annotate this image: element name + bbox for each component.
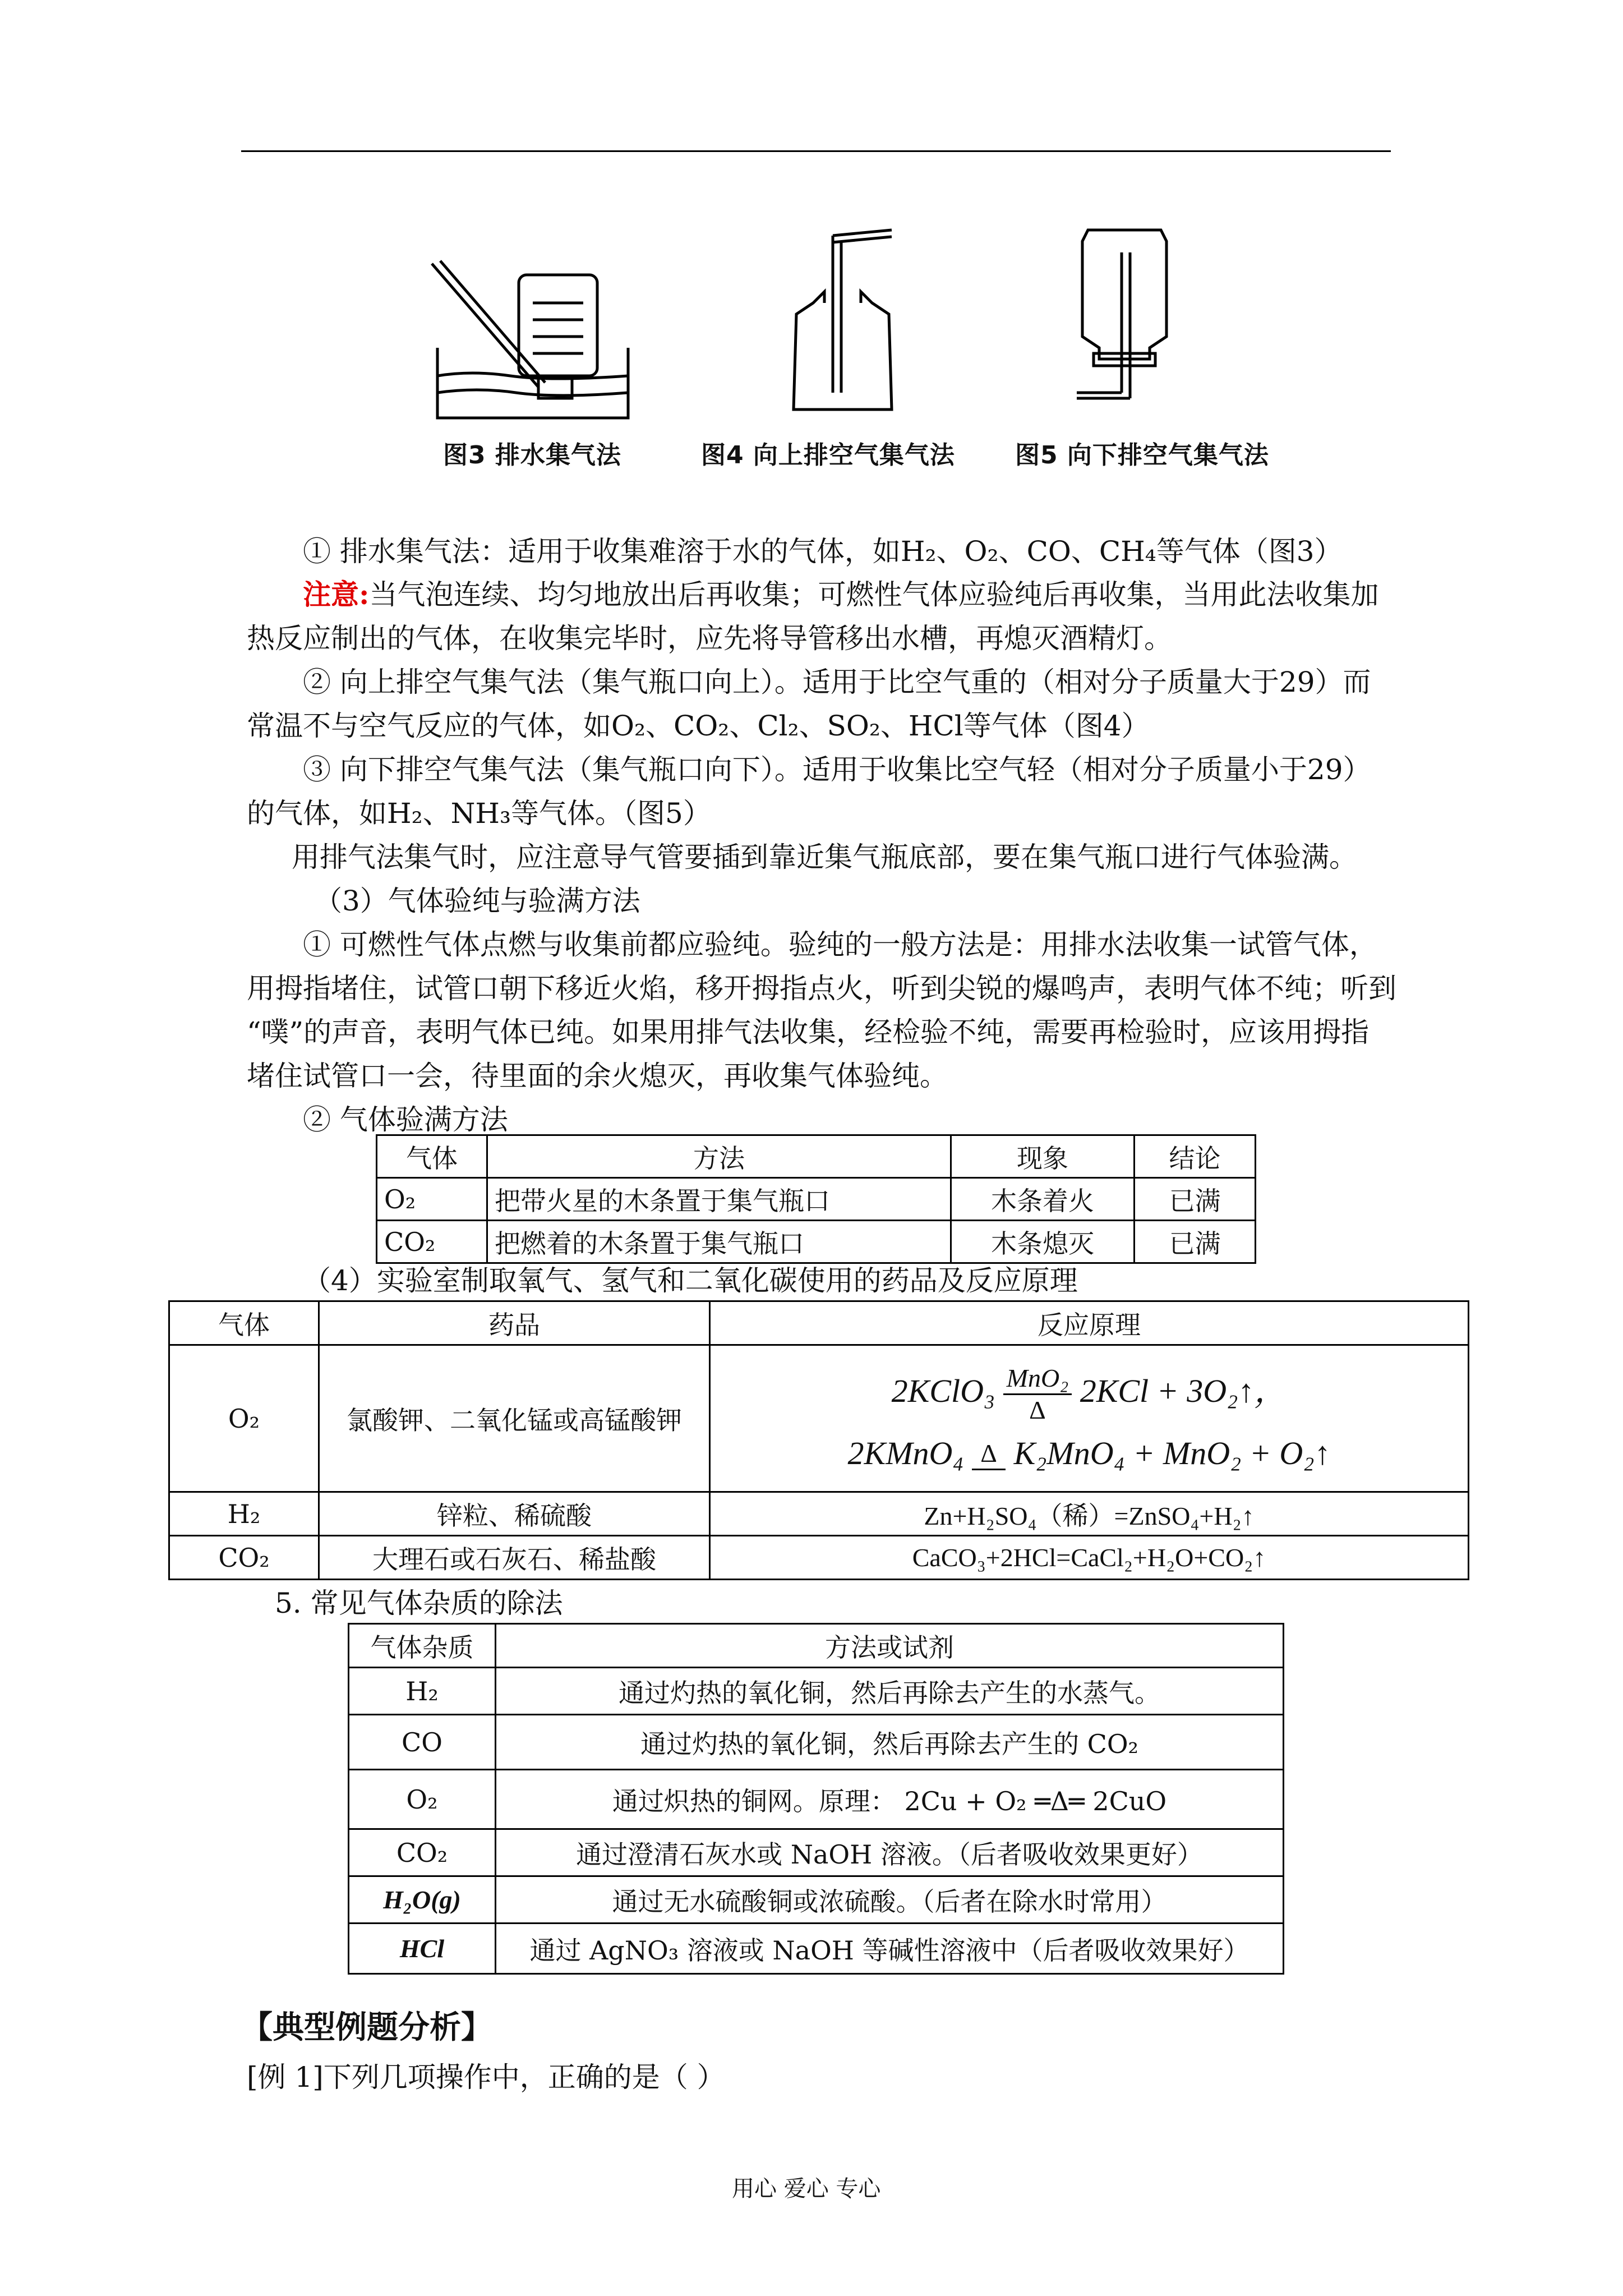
cell: HCl [349,1924,496,1974]
th-gas: 气体 [169,1301,319,1345]
table-row [349,1924,1284,1974]
cell: CO₂ [377,1221,487,1263]
gas-full-check-table [376,1134,1256,1264]
table-row [377,1221,1256,1263]
eq2-heat: Δ [980,1439,997,1468]
lab-preparation-table [168,1300,1469,1580]
cell: H₂ [169,1492,319,1536]
section-3-title: （3）气体验纯与验满方法 [314,885,640,917]
cell: 把带火星的木条置于集气瓶口 [487,1178,951,1221]
para-purity: ① 可燃性气体点燃与收集前都应验纯。验纯的一般方法是：用排水法收集一试管气体， [303,928,1377,961]
cell: H₂ [349,1668,496,1715]
eq1-bar [1003,1393,1072,1395]
fig5-caption: 图5 向下排空气集气法 [1015,441,1269,470]
cell: 木条熄灭 [951,1221,1135,1263]
table-row [169,1492,1469,1536]
eq1-right: 2KCl + 3O₂↑， [1080,1372,1287,1409]
table-row [169,1345,1469,1492]
cell: H₂O(g) [349,1876,496,1924]
th-method: 方法 [487,1135,951,1178]
para-full-check: ② 气体验满方法 [303,1103,508,1136]
cell: O₂ [169,1345,319,1492]
note-label: 注意: [303,578,370,611]
fig5-downward-air-collection-diagram [1066,224,1200,421]
para-water-method: ① 排水集气法：适用于收集难溶于水的气体，如H₂、O₂、CO、CH₄等气体（图3） [303,535,1343,568]
cell: 已满 [1135,1221,1256,1263]
table-row [169,1536,1469,1580]
para-purity-4: 堵住试管口一会，待里面的余火熄灭，再收集气体验纯。 [247,1060,948,1092]
equation-kmno4 [717,1434,1461,1473]
table-row [349,1715,1284,1770]
eq2-left: 2KMnO₄ [847,1435,964,1471]
header-rule [241,150,1391,152]
cell: 大理石或石灰石、稀盐酸 [319,1536,710,1580]
fig3-water-collection-diagram [426,236,639,426]
para-downward-method-2: 的气体，如H₂、NH₃等气体。（图5） [247,797,711,830]
note-text: 当气泡连续、均匀地放出后再收集；可燃性气体应验纯后再收集，当用此法收集加 [369,578,1379,611]
para-air-note: 用排气法集气时，应注意导气管要插到靠近集气瓶底部，要在集气瓶口进行气体验满。 [292,841,1357,873]
cell: O₂ [377,1178,487,1221]
fig4-caption: 图4 向上排空气集气法 [701,441,955,470]
fig3-caption: 图3 排水集气法 [443,441,621,470]
cell: 通过灼热的氧化铜，然后再除去产生的水蒸气。 [496,1668,1284,1715]
table-row [349,1668,1284,1715]
section-4-title: （4）实验室制取氧气、氢气和二氧化碳使用的药品及反应原理 [303,1264,1078,1297]
cell: 木条着火 [951,1178,1135,1221]
section-5-title: 5. 常见气体杂质的除法 [275,1587,563,1619]
para-purity-2: 用拇指堵住，试管口朝下移近火焰，移开拇指点火，听到尖锐的爆鸣声，表明气体不纯；听到 [247,972,1396,1005]
th-conclusion: 结论 [1135,1135,1256,1178]
para-downward-method: ③ 向下排空气集气法（集气瓶口向下）。适用于收集比空气轻（相对分子质量小于29） [303,753,1371,786]
cell: Zn+H₂SO₄（稀）=ZnSO₄+H₂↑ [710,1492,1469,1536]
para-note [303,573,1378,616]
cell: 锌粒、稀硫酸 [319,1492,710,1536]
eq1-left: 2KClO₃ [891,1372,995,1409]
cell: 氯酸钾、二氧化锰或高锰酸钾 [319,1345,710,1492]
cell: 通过澄清石灰水或 NaOH 溶液。（后者吸收效果更好） [496,1829,1284,1876]
th-phenomenon: 现象 [951,1135,1135,1178]
para-upward-method: ② 向上排空气集气法（集气瓶口向上）。适用于比空气重的（相对分子质量大于29）而 [303,666,1371,698]
cell: 通过灼热的氧化铜，然后再除去产生的 CO₂ [496,1715,1284,1770]
cell: CO₂ [169,1536,319,1580]
cell: 把燃着的木条置于集气瓶口 [487,1221,951,1263]
fig4-upward-air-collection-diagram [780,224,925,415]
th-method: 方法或试剂 [496,1624,1284,1668]
cell: 通过无水硫酸铜或浓硫酸。（后者在除水时常用） [496,1876,1284,1924]
eq1-heat: Δ [1029,1396,1046,1424]
equation-cell [710,1345,1469,1492]
page-footer: 用心 爱心 专心 [732,2176,881,2202]
cell: O₂ [349,1770,496,1829]
para-note-2: 热反应制出的气体，在收集完毕时，应先将导管移出水槽，再熄灭酒精灯。 [247,622,1172,655]
th-gas: 气体 [377,1135,487,1178]
cell: 通过 AgNO₃ 溶液或 NaOH 等碱性溶液中（后者吸收效果好） [496,1924,1284,1974]
eq2-bar [972,1469,1006,1470]
table-row [349,1770,1284,1829]
para-upward-method-2: 常温不与空气反应的气体，如O₂、CO₂、Cl₂、SO₂、HCl等气体（图4） [247,710,1150,742]
eq1-condition [1003,1365,1072,1423]
eq1-catalyst: MnO₂ [1006,1364,1069,1392]
eq2-right: K₂MnO₄ + MnO₂ + O₂↑ [1013,1435,1331,1471]
cell: 通过炽热的铜网。原理： 2Cu + O₂ ═Δ═ 2CuO [496,1770,1284,1829]
example-heading: 【典型例题分析】 [241,2009,492,2046]
cell: 已满 [1135,1178,1256,1221]
table-row [349,1876,1284,1924]
example-1: [例 1]下列几项操作中，正确的是（ ） [247,2061,725,2093]
impurity-removal-table [348,1623,1284,1975]
para-purity-3: “噗”的声音，表明气体已纯。如果用排气法收集，经检验不纯，需要再检验时，应该用拇指 [247,1016,1370,1048]
th-impurity: 气体杂质 [349,1624,496,1668]
eq2-condition [972,1441,1006,1473]
table-row [349,1829,1284,1876]
cell: CO₂ [349,1829,496,1876]
equation-kclo3 [717,1364,1461,1423]
cell: CaCO₃+2HCl=CaCl₂+H₂O+CO₂↑ [710,1536,1469,1580]
cell: CO [349,1715,496,1770]
table-row [377,1178,1256,1221]
th-reagent: 药品 [319,1301,710,1345]
th-principle: 反应原理 [710,1301,1469,1345]
